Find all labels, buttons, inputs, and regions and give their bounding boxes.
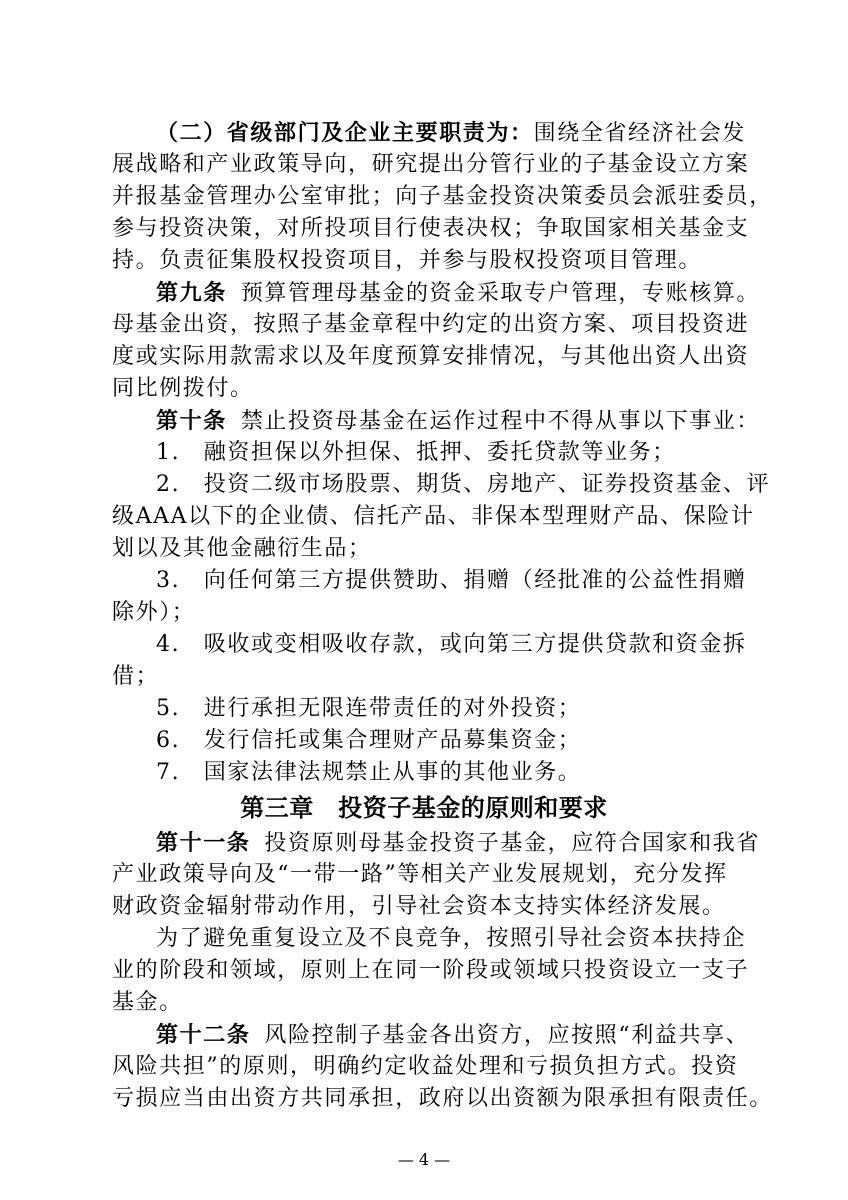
paragraph-line: 持。负责征集股权投资项目，并参与股权投资项目管理。	[112, 248, 703, 273]
list-item: 5. 进行承担无限连带责任的对外投资；	[156, 696, 582, 721]
paragraph-text: 围绕全省经济社会发	[533, 121, 747, 146]
paragraph-line	[156, 118, 746, 149]
article-line	[156, 406, 760, 437]
chapter-title: 第三章 投资子基金的原则和要求	[240, 794, 608, 822]
list-item: 2. 投资二级市场股票、期货、房地产、证券投资基金、评	[156, 472, 771, 497]
paragraph-line: 展战略和产业政策导向，研究提出分管行业的子基金设立方案	[112, 152, 750, 177]
article-text: 风险控制子基金各出资方，应按照“利益共享、	[264, 1023, 750, 1048]
article-line: 基金。	[112, 990, 183, 1015]
article-line: 财政资金辐射带动作用，引导社会资本支持实体经济发展。	[112, 894, 726, 919]
article-line	[156, 828, 760, 859]
article-label: 第十条	[156, 408, 227, 434]
article-label: 第九条	[156, 280, 227, 306]
list-item: 3. 向任何第三方提供赞助、捐赠（经批准的公益性捐赠	[156, 568, 747, 593]
paragraph-line: 参与投资决策，对所投项目行使表决权；争取国家相关基金支	[112, 216, 750, 241]
article-line: 为了避免重复设立及不良竞争，按照引导社会资本扶持企	[156, 926, 747, 951]
article-line: 母基金出资，按照子基金章程中约定的出资方案、项目投资进	[112, 312, 750, 337]
article-line: 业的阶段和领域，原则上在同一阶段或领域只投资设立一支子	[112, 958, 750, 983]
article-text: 禁止投资母基金在运作过程中不得从事以下事业：	[240, 409, 761, 434]
article-line: 同比例拨付。	[112, 376, 254, 401]
article-text: 投资原则母基金投资子基金，应符合国家和我省	[264, 831, 761, 856]
article-line: 风险共担”的原则，明确约定收益处理和亏损负担方式。投资	[112, 1054, 739, 1079]
list-item: 级AAA以下的企业债、信托产品、非保本型理财产品、保险计	[112, 504, 755, 529]
list-item: 4. 吸收或变相吸收存款，或向第三方提供贷款和资金拆	[156, 632, 747, 657]
article-label: 第十二条	[156, 1022, 251, 1048]
article-line: 亏损应当由出资方共同承担，政府以出资额为限承担有限责任。	[112, 1086, 773, 1111]
page-number: — 4 —	[397, 1150, 451, 1169]
list-item: 1. 融资担保以外担保、抵押、委托贷款等业务；	[156, 440, 676, 465]
list-item: 7. 国家法律法规禁止从事的其他业务。	[156, 760, 582, 785]
list-item: 6. 发行信托或集合理财产品募集资金；	[156, 728, 582, 753]
article-line: 产业政策导向及“一带一路”等相关产业发展规划，充分发挥	[112, 862, 728, 887]
article-line	[156, 278, 760, 309]
article-text: 预算管理母基金的资金采取专户管理，专账核算。	[240, 281, 761, 306]
article-label: 第十一条	[156, 830, 251, 856]
section-heading: （二）省级部门及企业主要职责为：	[156, 120, 534, 146]
article-line	[156, 1020, 749, 1051]
list-item: 除外）；	[112, 600, 196, 625]
paragraph-line: 并报基金管理办公室审批；向子基金投资决策委员会派驻委员，	[112, 184, 773, 209]
list-item: 划以及其他金融衍生品；	[112, 536, 372, 561]
article-line: 度或实际用款需求以及年度预算安排情况，与其他出资人出资	[112, 344, 750, 369]
list-item: 借；	[112, 664, 160, 689]
